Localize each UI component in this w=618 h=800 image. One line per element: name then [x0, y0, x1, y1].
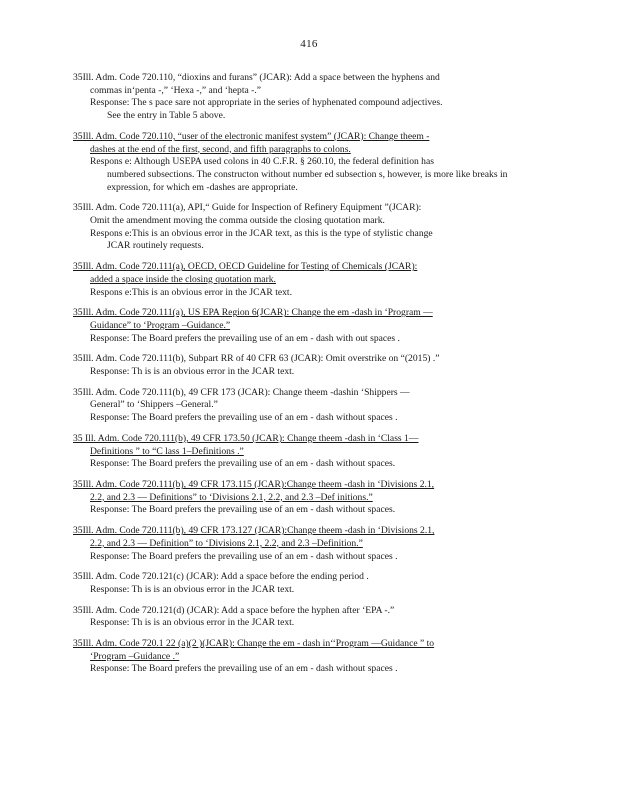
comment-entry [73, 307, 543, 345]
comment-heading-continuation: commas in‘penta -,” ‘Hexa -,” and ‘hepta -.” [90, 84, 262, 96]
comment-heading-text: 35Ill. Adm. Code 720.121(d) (JCAR): Add a space before the hyphen after ‘EPA -.” [73, 604, 395, 616]
comment-heading-text: 35 Ill. Adm. Code 720.111(b), 49 CFR 173.50 (JCAR): Change theem -dash in ‘Class 1— [73, 432, 419, 444]
comment-heading-text: 35Ill. Adm. Code 720.121(c) (JCAR): Add a space before the ending period . [73, 571, 369, 583]
comment-heading [73, 202, 543, 215]
board-response [73, 412, 543, 425]
board-response-text: Response: The Board prefers the prevailing use of an em - dash with out spaces . [90, 332, 400, 344]
comment-heading-continuation: dashes at the end of the first, second, and fifth paragraphs to colons. [90, 143, 351, 155]
board-response [73, 333, 543, 346]
comment-heading [73, 571, 543, 584]
comment-heading-text: 35Ill. Adm. Code 720.111(a), OECD, OECD Guideline for Testing of Chemicals (JCAR): [73, 261, 418, 273]
comment-heading-text: 35Ill. Adm. Code 720.111(b), 49 CFR 173 (JCAR): Change theem -dashin ‘Shippers — [73, 386, 410, 398]
board-response [73, 97, 543, 122]
board-response [73, 287, 543, 300]
board-response [73, 228, 543, 253]
board-response-text: Respons e: Although USEPA used colons in 40 C.F.R. § 260.10, the federal definition has [90, 156, 434, 168]
comment-entry [73, 131, 543, 195]
comment-heading [73, 261, 543, 274]
comment-entry [73, 571, 543, 596]
board-response-text: Response: The Board prefers the prevailing use of an em - dash without spaces. [90, 504, 396, 516]
comment-heading-text: 35Ill. Adm. Code 720.111(b), Subpart RR of 40 CFR 63 (JCAR): Omit overstrike on “(2015) .” [73, 353, 440, 365]
board-response [73, 617, 543, 630]
comment-entry [73, 479, 543, 517]
comment-heading [73, 638, 543, 651]
comment-heading [73, 433, 543, 446]
comment-heading [73, 131, 543, 144]
page-number: 416 [300, 38, 318, 50]
comment-heading-text: 35Ill. Adm. Code 720.110, “user of the electronic manifest system” (JCAR): Change theem - [73, 130, 430, 142]
comment-heading-continuation: ‘Program –Guidance .” [90, 650, 180, 662]
comment-heading [73, 353, 543, 366]
comment-heading [73, 605, 543, 618]
comment-list [73, 72, 543, 684]
comment-entry [73, 433, 543, 471]
comment-entry [73, 261, 543, 299]
comment-heading-continuation: added a space inside the closing quotation mark. [90, 273, 276, 285]
comment-heading-text: 35Ill. Adm. Code 720.111(a), API,“ Guide for Inspection of Refinery Equipment ”(JCAR): [73, 202, 422, 214]
board-response [73, 366, 543, 379]
board-response-text: Response: The Board prefers the prevailing use of an em - dash without spaces . [90, 663, 398, 675]
comment-heading [73, 307, 543, 320]
comment-entry [73, 525, 543, 563]
comment-entry [73, 605, 543, 630]
board-response [73, 458, 543, 471]
board-response-text: Response: Th is is an obvious error in the JCAR text. [90, 617, 295, 629]
board-response [73, 156, 543, 194]
comment-entry [73, 638, 543, 676]
comment-entry [73, 387, 543, 425]
board-response-text: Response: Th is is an obvious error in the JCAR text. [90, 366, 295, 378]
comment-heading-continuation: Definitions ” to “C lass 1–Definitions .” [90, 445, 244, 457]
comment-heading-text: 35Ill. Adm. Code 720.111(b), 49 CFR 173.127 (JCAR):Change theem -dash in ‘Divisions 2.1, [73, 525, 435, 537]
board-response-text: Response: The Board prefers the prevailing use of an em - dash without spaces . [90, 412, 398, 424]
comment-heading-continuation: General” to ‘Shippers –General.” [90, 399, 218, 411]
board-response [73, 504, 543, 517]
comment-entry [73, 353, 543, 378]
comment-heading-continuation: 2.2, and 2.3 — Definition” to ‘Divisions 2.1, 2.2, and 2.3 –Definition.” [90, 537, 363, 549]
comment-heading-continuation: 2.2, and 2.3 — Definitions” to ‘Divisions 2.1, 2.2, and 2.3 –Def initions.” [90, 491, 373, 503]
board-response [73, 551, 543, 564]
comment-entry [73, 72, 543, 123]
board-response-continuation: numbered subsections. The constructon without number ed subsection s, however, is more like breaks in expression, for which em -dashes are appropriate. [107, 168, 508, 193]
board-response [73, 663, 543, 676]
board-response-text: Respons e:This is an obvious error in the JCAR text. [90, 286, 292, 298]
board-response-text: Respons e:This is an obvious error in the JCAR text, as this is the type of stylistic change [90, 227, 433, 239]
comment-heading-text: 35Ill. Adm. Code 720.110, “dioxins and furans” (JCAR): Add a space between the hyphens and [73, 72, 440, 83]
comment-heading [73, 525, 543, 538]
comment-heading [73, 479, 543, 492]
comment-entry [73, 202, 543, 253]
board-response-continuation: See the entry in Table 5 above. [107, 110, 226, 122]
comment-heading-continuation: Guidance” to ‘Program –Guidance.” [90, 319, 231, 331]
comment-heading [73, 387, 543, 400]
board-response [73, 584, 543, 597]
comment-heading-text: 35Ill. Adm. Code 720.111(b), 49 CFR 173.115 (JCAR):Change theem -dash in ‘Divisions 2.1, [73, 478, 435, 490]
comment-heading-text: 35Ill. Adm. Code 720.111(a), US EPA Region 6(JCAR): Change the em -dash in ‘Program — [73, 307, 433, 319]
board-response-text: Response: Th is is an obvious error in the JCAR text. [90, 583, 295, 595]
board-response-continuation: JCAR routinely requests. [107, 240, 204, 252]
comment-heading-continuation: Omit the amendment moving the comma outside the closing quotation mark. [90, 215, 385, 227]
comment-heading [73, 72, 543, 85]
board-response-text: Response: The s pace sare not appropriate in the series of hyphenated compound adjectives. [90, 97, 443, 109]
comment-heading-text: 35Ill. Adm. Code 720.1 22 (a)(2 )(JCAR): Change the em - dash in‘‘Program —Guidance ” to [73, 638, 435, 650]
board-response-text: Response: The Board prefers the prevailing use of an em - dash without spaces . [90, 550, 398, 562]
board-response-text: Response: The Board prefers the prevailing use of an em - dash without spaces. [90, 458, 396, 470]
